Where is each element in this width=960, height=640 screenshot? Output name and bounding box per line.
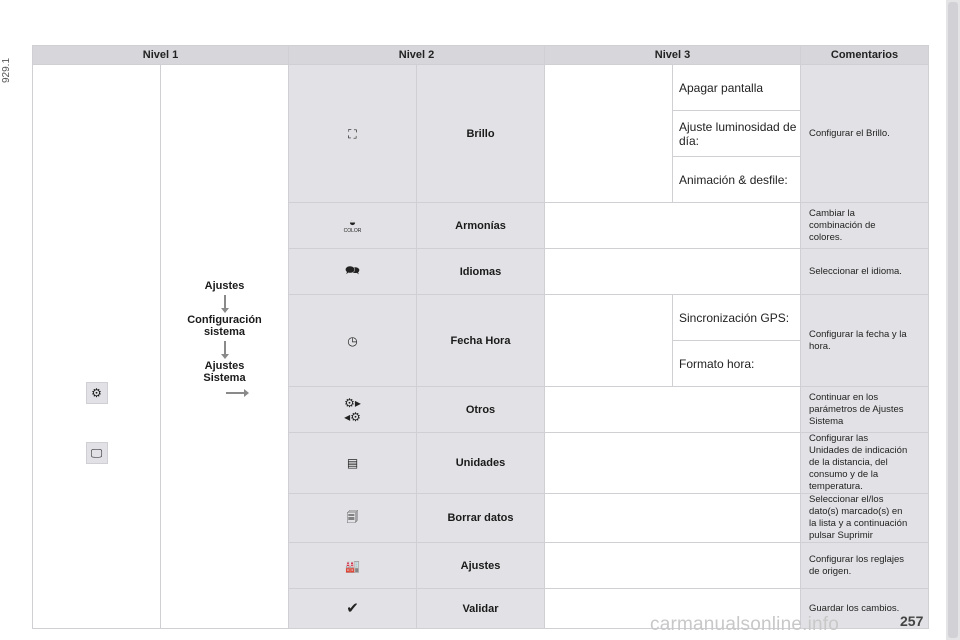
header-nivel-2: Nivel 2	[289, 46, 545, 65]
item-brillo[interactable]: Brillo	[417, 65, 545, 203]
empty-level3	[545, 494, 801, 543]
settings-menu-table	[32, 45, 929, 629]
option-sincronizacion-gps[interactable]: Sincronización GPS:	[673, 295, 801, 341]
factory-icon-cell	[289, 543, 417, 589]
item-validar[interactable]: Validar	[417, 589, 545, 629]
arrow-down-icon	[224, 341, 226, 355]
clock-icon-cell	[289, 295, 417, 387]
comment-validar: Guardar los cambios.	[801, 589, 929, 629]
delete-data-icon[interactable]: 🗐	[346, 509, 359, 524]
comment-armonias: Cambiar la combinación de colores.	[801, 203, 929, 249]
level1-icons-cell	[33, 65, 161, 629]
gear-forward-icon[interactable]: ⚙▸	[344, 395, 361, 410]
brightness-icon[interactable]: ⛶	[348, 126, 357, 141]
item-unidades[interactable]: Unidades	[417, 433, 545, 494]
gear-icon[interactable]: ⚙	[86, 382, 108, 404]
item-otros[interactable]: Otros	[417, 387, 545, 433]
label-ajustes-sistema-2: Sistema	[203, 371, 246, 384]
empty-level3	[545, 433, 801, 494]
units-icon-cell	[289, 433, 417, 494]
item-armonias[interactable]: Armonías	[417, 203, 545, 249]
spacer-cell	[545, 295, 673, 387]
header-comentarios: Comentarios	[801, 46, 929, 65]
monitor-icon[interactable]: 🖵	[86, 442, 108, 464]
page-number: 257	[900, 613, 924, 629]
comment-borrar-datos: Seleccionar el/los dato(s) marcado(s) en la lista y a continuación pulsar Suprimir	[801, 494, 929, 543]
empty-level3	[545, 249, 801, 295]
factory-icon[interactable]: 🏭	[345, 558, 360, 573]
brightness-icon-cell	[289, 65, 417, 203]
item-borrar-datos[interactable]: Borrar datos	[417, 494, 545, 543]
level2-cell	[161, 65, 289, 629]
label-configuracion: Configuración	[187, 313, 262, 326]
comment-idiomas: Seleccionar el idioma.	[801, 249, 929, 295]
comment-ajustes: Configurar los reglajes de origen.	[801, 543, 929, 589]
table-row	[33, 65, 929, 111]
empty-level3	[545, 543, 801, 589]
watermark: carmanualsonline.info	[650, 614, 840, 635]
language-icon[interactable]: 🗪	[345, 263, 360, 277]
side-code: 929.1	[1, 57, 12, 83]
empty-level3	[545, 387, 801, 433]
comment-brillo: Configurar el Brillo.	[801, 65, 929, 203]
check-icon[interactable]: ✔	[346, 600, 359, 617]
scrollbar[interactable]	[946, 0, 960, 640]
units-icon[interactable]: ▤	[346, 456, 359, 470]
comment-otros: Continuar en los parámetros de Ajustes Sistema	[801, 387, 929, 433]
label-ajustes-sistema-1: Ajustes	[204, 359, 245, 372]
label-sistema: sistema	[204, 325, 245, 338]
option-animacion-desfile[interactable]: Animación & desfile:	[673, 157, 801, 203]
arrow-down-icon	[224, 295, 226, 309]
comment-unidades: Configurar las Unidades de indicación de la distancia, del consumo y de la temperatura.	[801, 433, 929, 494]
option-apagar-pantalla[interactable]: Apagar pantalla	[673, 65, 801, 111]
other-icon-cell	[289, 387, 417, 433]
item-idiomas[interactable]: Idiomas	[417, 249, 545, 295]
label-ajustes: Ajustes	[204, 279, 245, 292]
option-ajuste-luminosidad[interactable]: Ajuste luminosidad de día:	[673, 111, 801, 157]
arrow-right-icon	[226, 392, 244, 394]
option-formato-hora[interactable]: Formato hora:	[673, 341, 801, 387]
color-palette-icon[interactable]: ◒ COLOR	[343, 214, 362, 234]
scrollbar-thumb[interactable]	[948, 2, 958, 638]
table-header-row	[33, 46, 929, 65]
spacer-cell	[545, 65, 673, 203]
color-icon-cell	[289, 203, 417, 249]
item-ajustes[interactable]: Ajustes	[417, 543, 545, 589]
delete-icon-cell	[289, 494, 417, 543]
language-icon-cell	[289, 249, 417, 295]
gear-back-icon[interactable]: ◂⚙	[344, 409, 361, 424]
comment-fecha-hora: Configurar la fecha y la hora.	[801, 295, 929, 387]
item-fecha-hora[interactable]: Fecha Hora	[417, 295, 545, 387]
check-icon-cell	[289, 589, 417, 629]
header-nivel-1: Nivel 1	[33, 46, 289, 65]
clock-icon[interactable]: ◷	[347, 333, 358, 348]
header-nivel-3: Nivel 3	[545, 46, 801, 65]
empty-level3	[545, 203, 801, 249]
